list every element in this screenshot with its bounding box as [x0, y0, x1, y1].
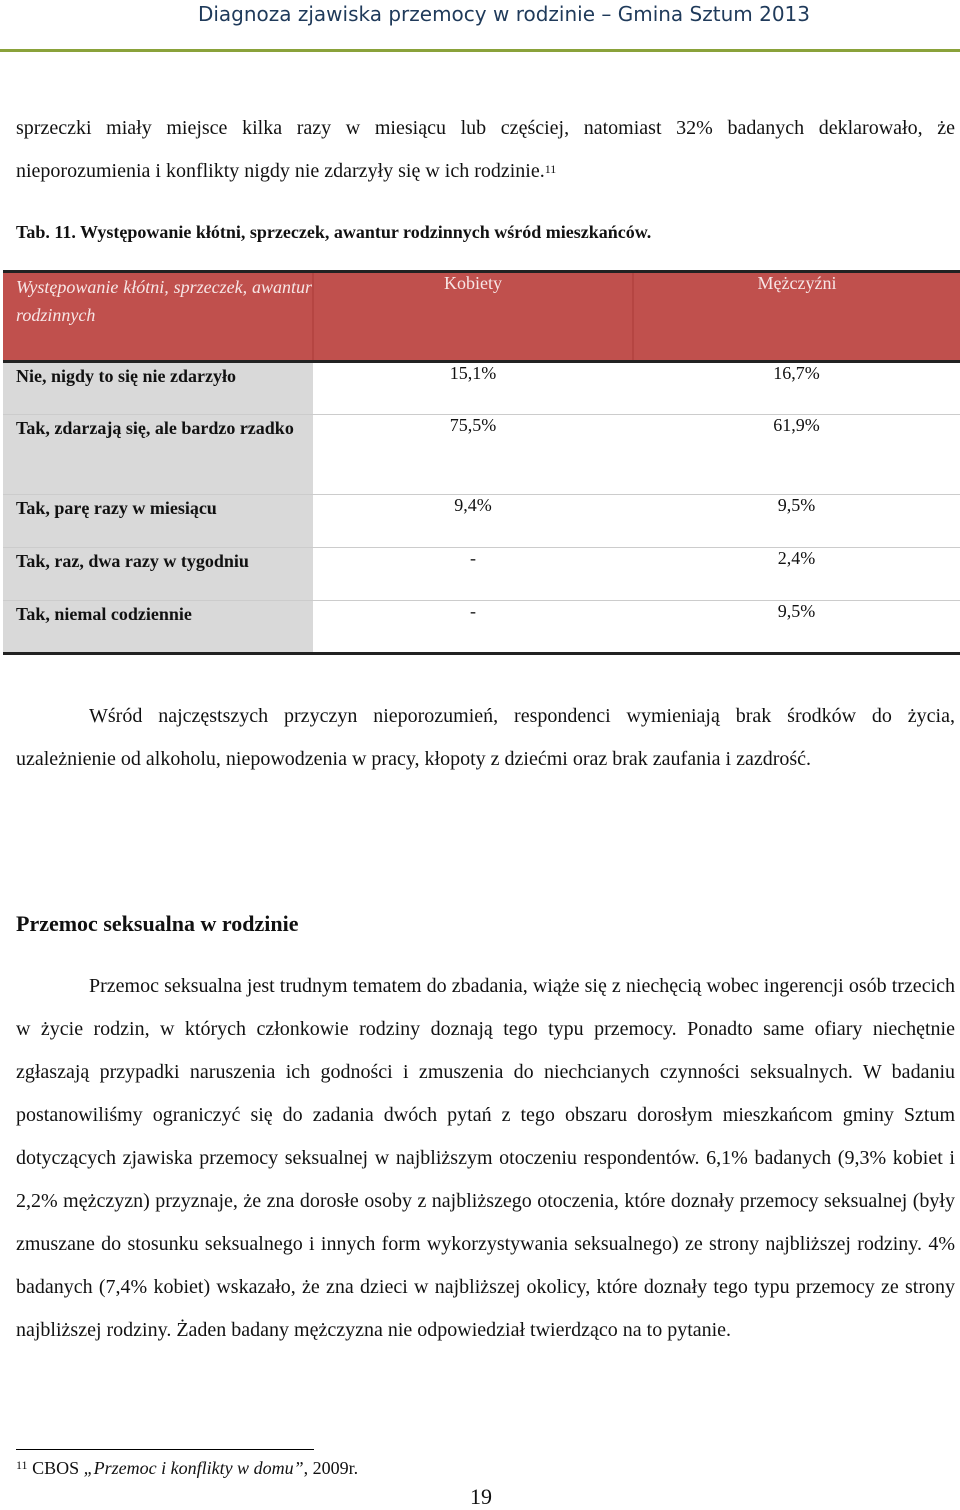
men-value: 9,5% — [633, 601, 960, 654]
section-heading: Przemoc seksualna w rodzinie — [16, 911, 299, 936]
men-value: 61,9% — [633, 415, 960, 495]
footnote-year: , 2009r. — [303, 1458, 359, 1478]
header-cell-men: Mężczyźni — [633, 272, 960, 362]
document-title: Diagnoza zjawiska przemocy w rodzinie – Gmina Sztum 2013 — [197, 2, 810, 26]
data-table — [3, 270, 960, 655]
men-value: 9,5% — [633, 495, 960, 548]
table-row — [3, 601, 960, 654]
men-value: 16,7% — [633, 362, 960, 415]
footnote-number: 11 — [16, 1458, 28, 1472]
women-value: 9,4% — [313, 495, 633, 548]
table-row — [3, 548, 960, 601]
row-label: Tak, zdarzają się, ale bardzo rzadko — [3, 415, 313, 495]
header-cell-category: Występowanie kłótni, sprzeczek, awantur rodzinnych — [3, 272, 313, 362]
women-value: - — [313, 601, 633, 654]
running-header — [0, 0, 960, 52]
causes-paragraph: Wśród najczęstszych przyczyn nieporozumień, respondenci wymieniają brak środków do życia, uzależnienie od alkoholu, niepowodzenia w pracy, kłopoty z dziećmi oraz brak zaufania i zazdrość. — [16, 705, 955, 770]
women-value: 75,5% — [313, 415, 633, 495]
intro-text: sprzeczki miały miejsce kilka razy w miesiącu lub częściej, natomiast 32% badanych deklarowało, że nieporozumienia i konflikty nigdy nie zdarzyły się w ich rodzinie. — [16, 117, 955, 182]
table-row — [3, 362, 960, 415]
intro-paragraph — [16, 107, 955, 193]
footnote-source: CBOS — [32, 1458, 84, 1478]
table-row — [3, 495, 960, 548]
table-header-row — [3, 272, 960, 362]
row-label: Tak, niemal codziennie — [3, 601, 313, 654]
table-row — [3, 415, 960, 495]
footnote-divider — [16, 1449, 314, 1450]
header-cell-women: Kobiety — [313, 272, 633, 362]
women-value: - — [313, 548, 633, 601]
footnote-reference: 11 — [544, 162, 557, 176]
footnote — [16, 1458, 358, 1479]
table-caption: Tab. 11. Występowanie kłótni, sprzeczek, awantur rodzinnych wśród mieszkańców. — [16, 222, 652, 242]
men-value: 2,4% — [633, 548, 960, 601]
women-value: 15,1% — [313, 362, 633, 415]
footnote-title: „Przemoc i konflikty w domu” — [83, 1458, 304, 1478]
sexual-violence-paragraph: Przemoc seksualna jest trudnym tematem do zbadania, wiąże się z niechęcią wobec ingerencji osób trzecich w życie rodzin, w których członkowie rodziny doznają tego typu przemocy. Ponadto same ofiary niechętnie zgłaszają przypadki naruszenia ich godności i zmuszenia do niechcianych czynności seksualnych. W badaniu postanowiliśmy ograniczyć się do zadania dwóch pytań z tego obszaru dorosłym mieszkańcom gminy Sztum dotyczących zjawiska przemocy seksualnej w najbliższym otoczeniu respondentów. 6,1% badanych (9,3% kobiet i 2,2% mężczyzn) przyznaje, że zna dorosłe osoby z najbliższego otoczenia, które doznały przemocy seksualnej (były zmuszane do stosunku seksualnego i innych form wykorzystywania seksualnego) ze strony najbliższej rodziny. 4% badanych (7,4% kobiet) wskazało, że zna dzieci w najbliższej okolicy, które doznały tego typu przemocy ze strony najbliższej rodziny. Żaden badany mężczyzna nie odpowiedział twierdząco na to pytanie. — [16, 975, 955, 1341]
row-label: Tak, parę razy w miesiącu — [3, 495, 313, 548]
row-label: Nie, nigdy to się nie zdarzyło — [3, 362, 313, 415]
row-label: Tak, raz, dwa razy w tygodniu — [3, 548, 313, 601]
page-number: 19 — [470, 1484, 492, 1509]
